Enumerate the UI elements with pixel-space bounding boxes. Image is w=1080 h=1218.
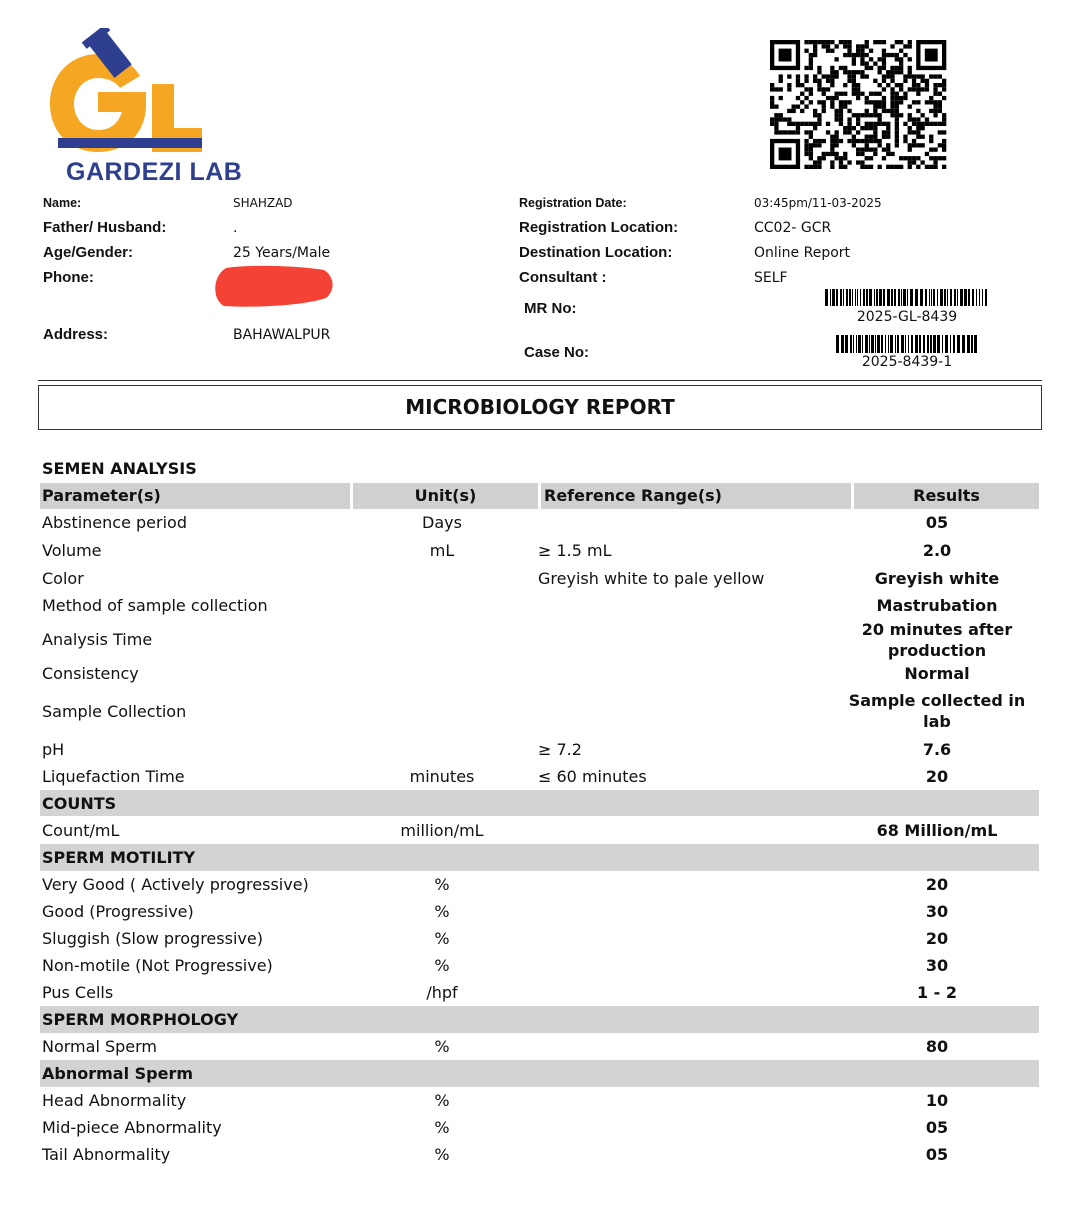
result-cell: 80 — [925, 1037, 949, 1056]
father-label: Father/ Husband: — [43, 219, 167, 236]
table-row — [40, 1114, 1039, 1141]
table-row — [40, 871, 1039, 898]
unit-cell: % — [434, 902, 450, 921]
parameter-cell: Analysis Time — [42, 630, 153, 649]
table-header — [40, 483, 1039, 509]
section-title: SEMEN ANALYSIS — [42, 459, 197, 478]
parameter-cell: Sluggish (Slow progressive) — [42, 929, 263, 948]
mr-number: 2025-GL-8439 — [856, 309, 958, 325]
parameter-cell: Pus Cells — [42, 983, 114, 1002]
parameter-cell: Mid-piece Abnormality — [42, 1118, 222, 1137]
table-row — [40, 592, 1039, 619]
table-row — [40, 564, 1039, 592]
address-label: Address: — [43, 326, 109, 343]
parameter-cell: Very Good ( Actively progressive) — [42, 875, 309, 894]
destination-location-label: Destination Location: — [519, 244, 673, 261]
case-number: 2025-8439-1 — [861, 354, 953, 370]
parameter-cell: Sample Collection — [42, 701, 187, 721]
table-row — [40, 735, 1039, 763]
table-row — [40, 619, 1039, 660]
result-cell: 7.6 — [922, 739, 952, 759]
parameter-cell: Count/mL — [42, 820, 120, 840]
parameter-cell: Consistency — [42, 664, 139, 683]
parameter-cell: Non-motile (Not Progressive) — [42, 956, 273, 975]
consultant-value: SELF — [754, 270, 788, 286]
parameter-cell: Head Abnormality — [42, 1091, 187, 1110]
table-row — [40, 1141, 1039, 1168]
table-row — [40, 660, 1039, 687]
registration-location-label: Registration Location: — [519, 219, 679, 236]
result-cell: 20 — [925, 767, 949, 786]
report-title: MICROBIOLOGY REPORT — [38, 385, 1042, 430]
case-barcode — [836, 335, 978, 353]
header-divider — [38, 380, 1042, 381]
mr-label: MR No: — [524, 300, 577, 317]
result-cell: 30 — [925, 956, 949, 975]
result-cell: 20 — [925, 929, 949, 948]
table-row — [40, 1087, 1039, 1114]
result-cell: 10 — [925, 1091, 949, 1110]
phone-label: Phone: — [43, 269, 94, 286]
table-row — [40, 763, 1039, 790]
parameter-cell: Good (Progressive) — [42, 902, 194, 921]
table-row — [40, 1033, 1039, 1060]
address-value: BAHAWALPUR — [233, 327, 331, 343]
unit-cell: % — [434, 929, 450, 948]
parameter-cell: Abstinence period — [42, 513, 187, 532]
table-row — [40, 816, 1039, 844]
redaction-mark — [212, 262, 334, 310]
unit-cell: % — [434, 1145, 450, 1164]
result-cell: Greyish white — [874, 568, 1000, 588]
parameter-cell: Normal Sperm — [42, 1037, 158, 1056]
mr-barcode — [825, 289, 989, 306]
results-table — [40, 483, 1039, 1168]
unit-cell: % — [434, 1091, 450, 1110]
patient-name: SHAHZAD — [233, 196, 293, 210]
destination-location: Online Report — [754, 245, 851, 261]
case-label: Case No: — [524, 344, 590, 361]
result-cell: 20 — [925, 875, 949, 894]
parameter-cell: Color — [42, 568, 84, 588]
header-reference: Reference Range(s) — [541, 483, 851, 509]
registration-date-label: Registration Date: — [519, 196, 627, 210]
parameter-cell: Method of sample collection — [42, 596, 268, 615]
parameter-cell: Tail Abnormality — [42, 1145, 171, 1164]
result-cell: Mastrubation — [876, 596, 998, 615]
header-results: Results — [854, 483, 1039, 509]
result-cell: Normal — [904, 664, 970, 683]
table-row — [40, 898, 1039, 925]
unit-cell: % — [434, 1118, 450, 1137]
table-group-row — [40, 790, 1039, 816]
parameter-cell: Volume — [42, 540, 102, 560]
unit-cell: % — [434, 956, 450, 975]
group-label: Abnormal Sperm — [42, 1064, 194, 1083]
result-cell: 68 Million/mL — [876, 820, 998, 840]
name-label: Name: — [43, 196, 82, 210]
table-row — [40, 687, 1039, 735]
unit-cell: % — [434, 875, 450, 894]
unit-cell: mL — [429, 540, 455, 560]
result-cell: 05 — [925, 1145, 949, 1164]
consultant-label: Consultant : — [519, 269, 607, 286]
unit-cell: minutes — [409, 767, 475, 786]
unit-cell: % — [434, 1037, 450, 1056]
table-row — [40, 509, 1039, 536]
header-unit: Unit(s) — [353, 483, 538, 509]
group-label: SPERM MOTILITY — [42, 848, 196, 867]
table-row — [40, 536, 1039, 564]
table-group-row — [40, 1006, 1039, 1033]
table-group-row — [40, 1060, 1039, 1087]
parameter-cell: pH — [42, 739, 65, 759]
unit-cell: Days — [422, 513, 462, 532]
table-row — [40, 952, 1039, 979]
result-cell: Sample collected in lab — [848, 691, 1026, 731]
unit-cell: million/mL — [400, 820, 484, 840]
age-label: Age/Gender: — [43, 244, 134, 261]
registration-date: 03:45pm/11-03-2025 — [754, 196, 882, 210]
reference-cell: Greyish white to pale yellow — [538, 568, 765, 588]
unit-cell: /hpf — [426, 983, 458, 1002]
lab-name: GARDEZI LAB — [66, 158, 243, 186]
table-group-row — [40, 844, 1039, 871]
reference-cell: ≥ 7.2 — [538, 739, 582, 759]
parameter-cell: Liquefaction Time — [42, 767, 185, 786]
result-cell: 2.0 — [922, 540, 952, 560]
table-row — [40, 979, 1039, 1006]
group-label: SPERM MORPHOLOGY — [42, 1010, 239, 1029]
age-gender: 25 Years/Male — [233, 245, 331, 261]
table-row — [40, 925, 1039, 952]
registration-location: CC02- GCR — [754, 220, 832, 236]
result-cell: 05 — [925, 513, 949, 532]
reference-cell: ≤ 60 minutes — [538, 767, 647, 786]
result-cell: 05 — [925, 1118, 949, 1137]
result-cell: 20 minutes after production — [861, 619, 1013, 660]
result-cell: 30 — [925, 902, 949, 921]
father-value: . — [233, 220, 238, 236]
group-label: COUNTS — [42, 793, 117, 813]
qr-code — [770, 40, 950, 170]
reference-cell: ≥ 1.5 mL — [538, 540, 612, 560]
header-parameter: Parameter(s) — [40, 483, 350, 509]
result-cell: 1 - 2 — [916, 983, 958, 1002]
gardezi-lab-logo — [48, 28, 243, 186]
